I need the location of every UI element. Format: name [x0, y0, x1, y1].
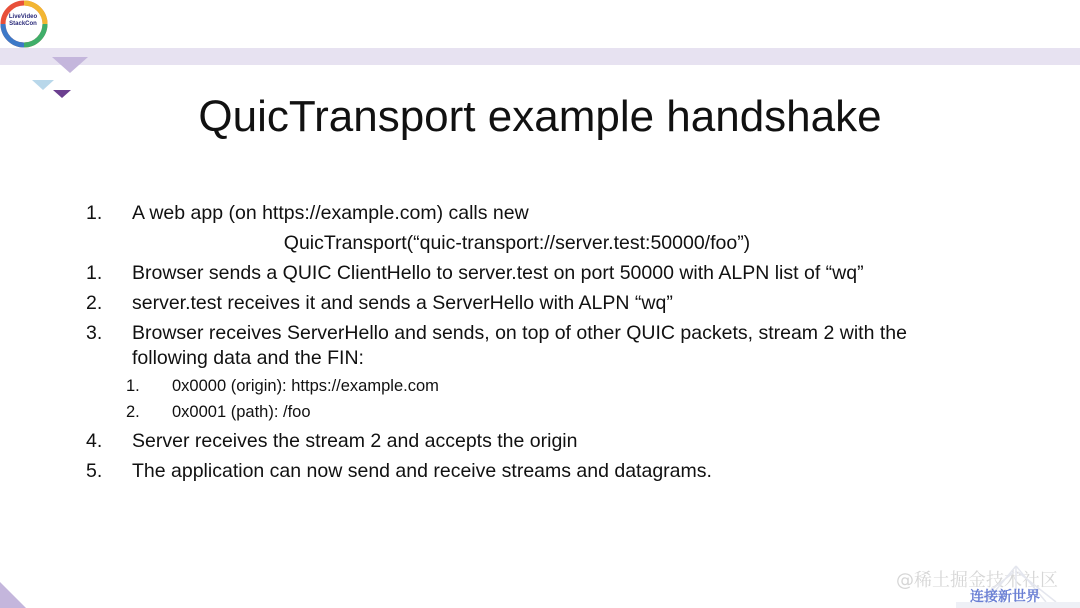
sublist-item-number: 2. — [126, 403, 140, 421]
watermark-text: @稀土掘金技术社区 — [896, 570, 1058, 591]
decor-corner-triangle-icon — [0, 582, 26, 608]
list-item-number: 4. — [86, 430, 103, 452]
list-item-text: Server receives the stream 2 and accepts the origin — [132, 430, 578, 452]
logo-text-line2: StackCon — [9, 21, 37, 27]
header-band — [0, 48, 1080, 65]
decor-triangle-icon — [32, 80, 54, 90]
corner-logo-text: 连接新世界 — [970, 589, 1040, 605]
sublist-item-number: 1. — [126, 377, 140, 395]
list-item-text: Browser sends a QUIC ClientHello to server.test on port 50000 with ALPN list of “wq” — [132, 262, 864, 284]
list-item-text: A web app (on https://example.com) calls new — [132, 202, 529, 224]
list-item-number: 2. — [86, 292, 103, 314]
list-item-text-line1: Browser receives ServerHello and sends, on top of other QUIC packets, stream 2 with the — [132, 322, 907, 344]
decor-triangle-icon — [52, 57, 88, 73]
list-item-text: server.test receives it and sends a ServerHello with ALPN “wq” — [132, 292, 673, 314]
list-item-text: The application can now send and receive streams and datagrams. — [132, 460, 712, 482]
sublist-item-text: 0x0000 (origin): https://example.com — [172, 377, 439, 395]
sublist-item-text: 0x0001 (path): /foo — [172, 403, 311, 421]
logo-text-line1: LiveVideo — [8, 14, 38, 20]
conference-logo — [0, 0, 48, 48]
logo-text — [6, 14, 40, 28]
list-item-number: 1. — [86, 202, 103, 224]
list-item-number: 5. — [86, 460, 103, 482]
list-item-text-line2: following data and the FIN: — [132, 347, 364, 369]
list-item-number: 1. — [86, 262, 103, 284]
list-item-number: 3. — [86, 322, 103, 344]
list-item-continuation: QuicTransport(“quic-transport://server.test:50000/foo”) — [283, 232, 751, 254]
slide-title: QuicTransport example handshake — [198, 92, 882, 141]
